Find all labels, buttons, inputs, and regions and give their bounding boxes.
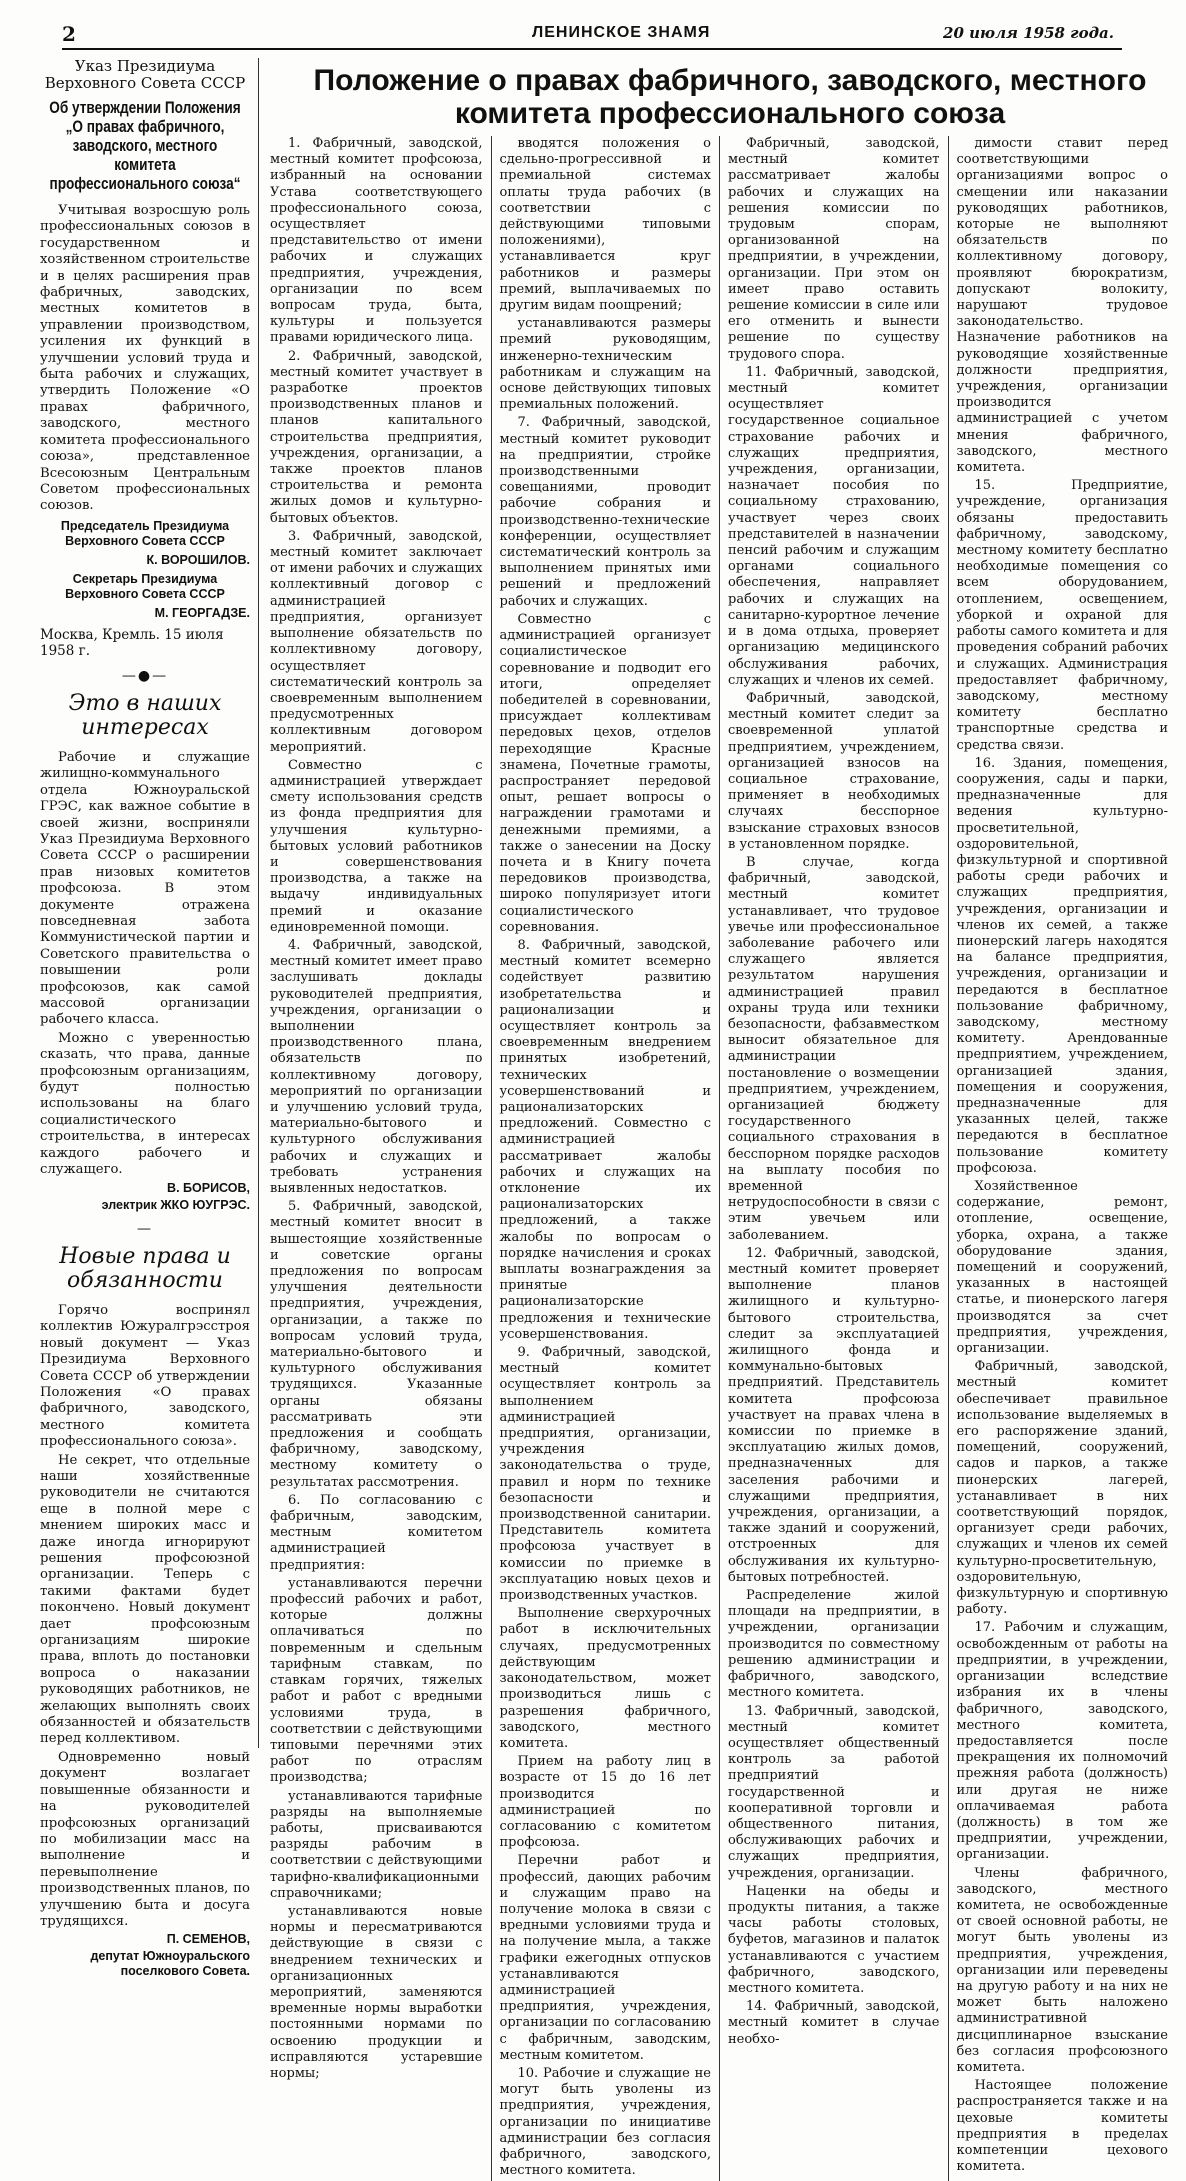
section-divider: —●— <box>121 667 169 684</box>
left-column <box>40 57 259 1979</box>
article-paragraph: 13. Фабричный, заводской, местный комитет осуществляет общественный контроль за работой предприятий государственной и кооперативной торговли и общественного питания, обслуживающих рабочих и служащих предприятия, учреждения, организации. <box>728 1703 940 1881</box>
article-paragraph: 9. Фабричный, заводской, местный комитет осуществляет контроль за выполнением администрацией предприятия, организации, учреждения законодательства о труде, правил и норм по технике безопасности и производственной санитарии. Представитель комитета профсоюза участвует в комиссии по приемке в эксплуатацию новых цехов и производственных участков. <box>499 1345 711 1604</box>
article-paragraph: устанавливаются тарифные разряды на выполняемые работы, присваиваются разряды рабочим в соответствии с действующими тарифно-квалификационными справочниками; <box>270 1788 483 1901</box>
article-paragraph: 17. Рабочим и служащим, освобожденным от работы на предприятии, в учреждении, организации вследствие избрания их в члены фабричного, заводского, местного комитета, предоставляется после прекращения их полномочий прежняя работа (должность) или другая не ниже оплачиваемая работа (должность) в том же предприятии, учреждении, организации. <box>956 1620 1168 1863</box>
article-paragraph: Совместно с администрацией утверждает смету использования средств из фонда предприятия для улучшения культурно-бытовых условий работников и совершенствования производства, а также на выдачу индивидуальных премий и оказание единовременной помощи. <box>270 757 483 935</box>
sig2-name: М. ГЕОРГАДЗЕ. <box>154 605 250 620</box>
article-paragraph: 8. Фабричный, заводской, местный комитет всемерно содействует развитию изобретательства и рационализации и осуществляет контроль за своевременным внедрением принятых изобретений, технических усовершенствований и рационализаторских предложений. Совместно с администрацией рассматривает жалобы рабочих и служащих на отклонение их рационализаторских предложений, а также жалобы по вопросам о порядке начисления и сроках выплаты вознаграждения за принятые рационализаторские предложения и технические усовершенствования. <box>499 937 711 1342</box>
sig2-title: Секретарь Президиума Верховного Совета СССР <box>65 571 225 601</box>
article2-paragraph: Одновременно новый документ возлагает повышенные обязанности и на руководителей профсоюзных организаций по мобилизации масс на выполнение и перевыполнение производственных планов, по улучшению быта и досуга трудящихся. <box>40 1749 250 1929</box>
article1-paragraph: Можно с уверенностью сказать, что права, данные профсоюзным организациям, будут полностью использованы на благо социалистического строительства, в интересах каждого рабочего и служащего. <box>40 1030 250 1178</box>
article-paragraph: Распределение жилой площади на предприятии, в учреждении, организации производится по совместному решению администрации и фабричного, заводского, местного комитета. <box>728 1588 940 1701</box>
article-paragraph: 16. Здания, помещения, сооружения, сады и парки, предназначенные для ведения культурно-просветительной, оздоровительной, физкультурной и спортивной работы среди рабочих и служащих предприятия, учреждения, организации и членов их семей, а также пионерский лагерь находятся на балансе предприятия, учреждения, организации и передаются в бесплатное пользование фабричному, заводскому, местному комитету. Арендованные предприятием, учреждением, организацией здания, помещения и сооружения, предназначенные для указанных целей, также передаются в бесплатное пользование комитету профсоюза. <box>956 755 1168 1176</box>
article-paragraph: Перечни работ и профессий, дающих рабочим и служащим право на получение молока в связи с вредными условиями труда и на получение мыла, а также графики ежегодных отпусков устанавливаются администрацией предприятия, учреждения, организации по согласованию с фабричным, заводским, местным комитетом. <box>499 1853 711 2063</box>
article-paragraph: 14. Фабричный, заводской, местный комитет в случае необхо- <box>728 1999 940 2047</box>
article-paragraph: 6. По согласованию с фабричным, заводским, местным комитетом администрацией предприятия: <box>270 1492 483 1573</box>
article1-author: В. БОРИСОВ, <box>167 1180 250 1195</box>
article-paragraph: В случае, когда фабричный, заводской, местный комитет устанавливает, что трудовое увечье или профессиональное заболевание рабочего или служащего является результатом нарушения администрацией правил охраны труда или техники безопасности, фабзавместком выносит обязательное для администрации постановление о возмещении предприятием, учреждением, организацией бюджету государственного социального страхования в бесспорном порядке расходов на выплату пособия по временной нетрудоспособности в связи с этим увечьем или заболеванием. <box>728 854 940 1243</box>
article2-title: Новые права и обязанности <box>59 1243 231 1293</box>
article2-paragraph: Не секрет, что отдельные наши хозяйственные руководители не считаются еще в полной мере с мнением широких масс и даже иногда игнорируют решения профсоюзной организации. Теперь с такими фактами будет покончено. Новый документ дает профсоюзным организациям широкие права, вплоть до постановки вопроса о наказании руководящих работников, не желающих выполнять своих обязанностей и обязательств перед коллективом. <box>40 1452 250 1747</box>
article-paragraph: 5. Фабричный, заводской, местный комитет вносит в вышестоящие хозяйственные и советские органы предложения по вопросам улучшения деятельности предприятия, учреждения, организации, а также по вопросам условий труда, материально-бытового и культурного обслуживания трудящихся. Указанные органы обязаны рассматривать эти предложения и сообщать фабричному, заводскому, местному комитету о результатах рассмотрения. <box>270 1199 483 1490</box>
main-column-3 <box>719 136 948 2181</box>
main-article-columns <box>262 136 1176 2179</box>
article-paragraph: 4. Фабричный, заводской, местный комитет имеет право заслушивать доклады руководителей предприятия, учреждения, организации о выполнении производственного плана, обязательств по коллективному договору, мероприятий по организации и улучшению условий труда, материально-бытового и культурного обслуживания рабочих и служащих и требовать устранения выявленных недостатков. <box>270 937 483 1196</box>
page-header <box>62 22 1122 50</box>
article2-author: П. СЕМЕНОВ, <box>166 1932 250 1947</box>
article-paragraph: Наценки на обеды и продукты питания, а также часы работы столовых, буфетов, магазинов и палаток устанавливаются с участием фабричного, заводского, местного комитета. <box>728 1883 940 1996</box>
article-paragraph: устанавливаются новые нормы и пересматриваются действующие в связи с внедрением технических и организационных мероприятий, заменяются временные нормы выработки постоянными нормами по освоению продукции и исправляются устаревшие нормы; <box>270 1903 483 2081</box>
article-paragraph: Прием на работу лиц в возрасте от 15 до 16 лет производится администрацией по согласованию с комитетом профсоюза. <box>499 1754 711 1851</box>
article-paragraph: Фабричный, заводской, местный комитет обеспечивает правильное использование выделяемых в его распоряжение зданий, помещений, сооружений, садов и парков, а также пионерских лагерей, устанавливает в них соответствующий порядок, организует среди рабочих, служащих и членов их семей культурно-просветительную, оздоровительную, физкультурную и спортивную работу. <box>956 1359 1168 1618</box>
main-column-4 <box>948 136 1177 2181</box>
page-number: 2 <box>62 22 76 46</box>
main-column-1 <box>262 136 491 2181</box>
article-paragraph: 7. Фабричный, заводской, местный комитет руководит на предприятии, стройке производственными совещаниями, проводит рабочие собрания и производственно-технические конференции, осуществляет систематический контроль за выполнением принятых ими решений и предложений рабочих и служащих. <box>499 415 711 609</box>
article2-paragraph: Горячо воспринял коллектив Южуралгрэсстроя новый документ — Указ Президиума Верховного Совета СССР об утверждении Положения «О правах фабричного, заводского, местного комитета профессионального союза». <box>40 1302 250 1450</box>
article-paragraph: устанавливаются размеры премий руководящим, инженерно-техническим работникам и служащим на основе действующих типовых премиальных положений. <box>499 316 711 413</box>
article-paragraph: Фабричный, заводской, местный комитет следит за своевременной уплатой предприятием, учреждением, организацией взносов на социальное страхование, применяет в необходимых случаях бесспорное взыскание страховых взносов в установленном порядке. <box>728 690 940 852</box>
article-paragraph: Члены фабричного, заводского, местного комитета, не освобожденные от своей основной работы, не могут быть уволены из предприятия, учреждения, организации или переведены на другую работу и на них не может быть наложено административной дисциплинарное взыскание без согласия профсоюзного комитета. <box>956 1865 1168 2075</box>
article-paragraph: Фабричный, заводской, местный комитет рассматривает жалобы рабочих и служащих на решения комиссии по трудовым спорам, организованной на предприятии, в учреждении, организации. При этом он имеет право оставить решение комиссии в силе или его отменить и вынести решение по существу трудового спора. <box>728 136 940 362</box>
article-paragraph: Хозяйственное содержание, ремонт, отопление, освещение, уборка, охрана, а также оборудование здания, помещений и сооружений, указанных в настоящей статье, и пионерского лагеря производятся за счет предприятия, учреждения, организации. <box>956 1179 1168 1357</box>
ukaz-text: Учитывая возросшую роль профессиональных союзов в государственном и хозяйственном строительстве и в целях расширения прав фабричных, заводских, местных комитетов в управлении производством, усиления их функций в улучшении условий труда и быта рабочих и служащих, утвердить Положение «О правах фабричного, заводского, местного комитета профессионального союза», представленное Всесоюзным Центральным Советом профессиональных союзов. <box>40 203 250 514</box>
article-paragraph: 1. Фабричный, заводской, местный комитет профсоюза, избранный на основании Устава соответствующего профессионального союза, осуществляет представительство от имени рабочих и служащих предприятия, учреждения, организации по всем вопросам труда, быта, культуры и пользуется правами юридического лица. <box>270 136 483 346</box>
ukaz-label: Указ Президиума Верховного Совета СССР <box>44 57 246 92</box>
article-paragraph: Настоящее положение распространяется также и на цеховые комитеты предприятия в пределах компетенции цехового комитета. <box>956 2078 1168 2175</box>
article-paragraph: 11. Фабричный, заводской, местный комитет осуществляет государственное социальное страхование рабочих и служащих предприятия, учреждения, организации, назначает пособия по социальному страхованию, участвует через своих представителей в назначении пенсий рабочим и служащим органами социального обеспечения, направляет рабочих и служащих на санитарно-курортное лечение и в дома отдыха, проверяет организацию медицинского обслуживания рабочих, служащих и членов их семей. <box>728 364 940 688</box>
article-paragraph: Совместно с администрацией организует социалистическое соревнование и подводит его итоги, определяет победителей в соревновании, присуждает коллективам передовых цехов, отделов переходящие Красные знамена, Почетные грамоты, распространяет передовой опыт, решает вопросы о награждении грамотами и денежными премиями, а также о занесении на Доску почета и в Книгу почета передовиков производства, широко популяризует итоги социалистического соревнования. <box>499 611 711 935</box>
article-paragraph: 3. Фабричный, заводской, местный комитет заключает от имени рабочих и служащих коллективный договор с администрацией предприятия, организует выполнение обязательств по коллективному договору, осуществляет систематический контроль за своевременным выполнением предусмотренных коллективным договором мероприятий. <box>270 528 483 755</box>
article-paragraph: 12. Фабричный, заводской, местный комитет проверяет выполнение планов жилищного и культурно-бытового строительства, следит за эксплуатацией жилищного фонда и коммунально-бытовых предприятий. Представитель комитета профсоюза участвует на правах члена в комиссии по приемке в эксплуатацию жилых домов, предназначенных для заселения рабочими и служащими предприятия, учреждения, организации, а также зданий и сооружений, отстроенных для обслуживания их культурно-бытовых потребностей. <box>728 1245 940 1585</box>
article2-author-role: депутат Южноуральского поселкового Совета. <box>90 1949 250 1979</box>
article1-title: Это в наших интересах <box>68 690 222 740</box>
main-title: Положение о правах фабричного, заводского, местного комитета профессионального союза <box>313 64 1147 130</box>
article-paragraph: димости ставит перед соответствующими организациями вопрос о смещении или наказании руководящих работников, которые не выполняют обязательств по коллективному договору, проявляют бюрократизм, допускают волокиту, нарушают трудовое законодательство. Назначение работников на руководящие хозяйственные должности предприятия, учреждения, организации производится администрацией с учетом мнения фабричного, заводского, местного комитета. <box>956 136 1168 476</box>
article1-author-role: электрик ЖКО ЮУГРЭС. <box>101 1197 250 1212</box>
sig1-name: К. ВОРОШИЛОВ. <box>146 552 250 567</box>
main-column-2 <box>491 136 720 2181</box>
ukaz-title: Об утверждении Положения „О правах фабричного, заводского, местного комитета профессионального союза“ <box>49 98 241 193</box>
section-divider: — <box>137 1220 153 1237</box>
article-paragraph: вводятся положения о сдельно-прогрессивной и премиальной системах оплаты труда рабочих (в соответствии с действующими типовыми положениями), устанавливается круг работников и размеры премий, выплачиваемых по другим видам поощрений; <box>499 136 711 314</box>
newspaper-name: ЛЕНИНСКОЕ ЗНАМЯ <box>532 24 711 41</box>
dateline: Москва, Кремль. 15 июля 1958 г. <box>40 626 224 660</box>
article-paragraph: устанавливаются перечни профессий рабочих и работ, которые должны оплачиваться по повременным и сдельным тарифным ставкам, по ставкам горячих, тяжелых работ и работ с вредными условиями труда, в соответствии с действующими типовыми перечнями этих работ по отраслям производства; <box>270 1575 483 1786</box>
article1-paragraph: Рабочие и служащие жилищно-коммунального отдела Южноуральской ГРЭС, как важное событие в своей жизни, восприняли Указ Президиума Верховного Совета СССР о расширении прав низовых комитетов профсоюза. В этом документе отражена повседневная забота Коммунистической партии и Советского правительства о повышении роли профсоюзов, как самой массовой организации рабочего класса. <box>40 749 250 1028</box>
article-paragraph: 15. Предприятие, учреждение, организация обязаны предоставить фабричному, заводскому, местному комитету бесплатно необходимые помещения со всем оборудованием, отоплением, освещением, уборкой и охраной для работы самого комитета и для проведения собраний рабочих и служащих. Администрация предоставляет фабричному, заводскому, местному комитету бесплатно транспортные средства и средства связи. <box>956 478 1168 753</box>
article-paragraph: Выполнение сверхурочных работ в исключительных случаях, предусмотренных действующим законодательством, может производиться лишь с разрешения фабричного, заводского, местного комитета. <box>499 1606 711 1751</box>
issue-date: 20 июля 1958 года. <box>943 24 1114 42</box>
article-paragraph: 2. Фабричный, заводской, местный комитет участвует в разработке проектов производственных планов и планов капитального строительства предприятия, учреждения, организации, а также проектов планов строительства и ремонта жилых домов и культурно-бытовых объектов. <box>270 348 483 526</box>
article-paragraph: 10. Рабочие и служащие не могут быть уволены из предприятия, учреждения, организации по инициативе администрации без согласия фабричного, заводского, местного комитета. <box>499 2065 711 2179</box>
sig1-title: Председатель Президиума Верховного Совета СССР <box>60 518 230 548</box>
